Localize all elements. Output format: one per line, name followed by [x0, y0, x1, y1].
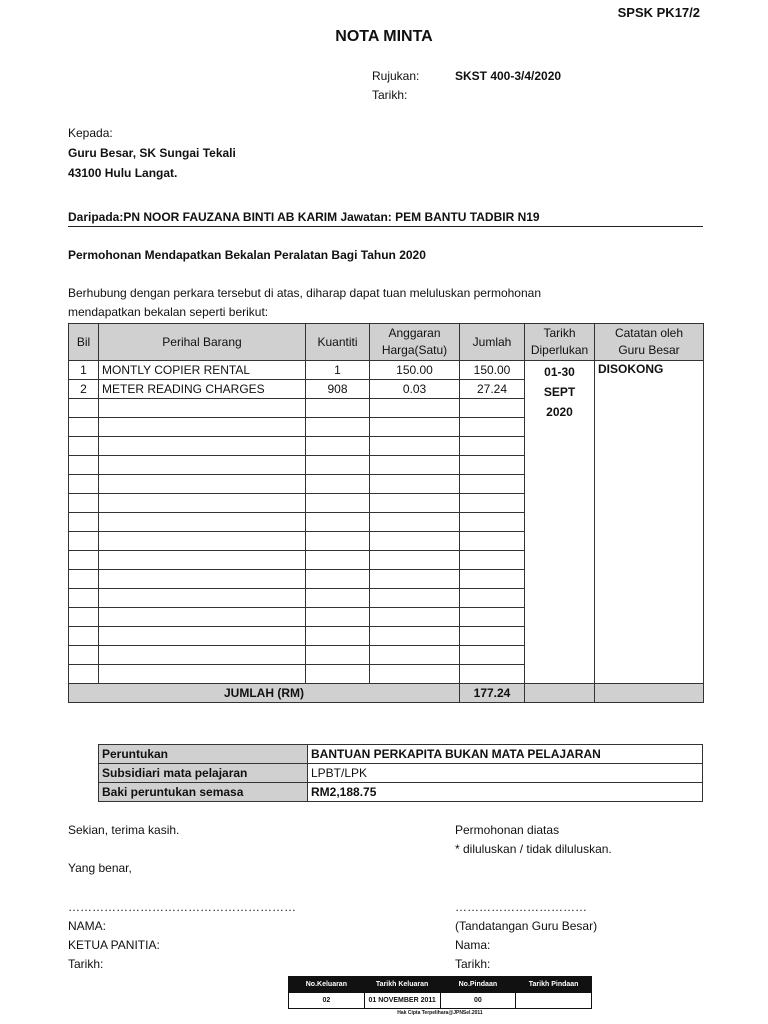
- thanks-line: Sekian, terima kasih.: [68, 823, 180, 837]
- header-anggaran: Anggaran Harga(Satu): [370, 324, 460, 361]
- ketua-panitia-label: KETUA PANITIA:: [68, 938, 160, 952]
- intro-line-1: Berhubung dengan perkara tersebut di atas, diharap dapat tuan meluluskan permohonan: [68, 286, 541, 300]
- signature-dots-left: …………………………………………………: [68, 900, 296, 914]
- recipient-line-1: Guru Besar, SK Sungai Tekali: [68, 146, 236, 160]
- baki-label: Baki peruntukan semasa: [99, 783, 308, 802]
- cell-perihal: METER READING CHARGES: [99, 380, 306, 399]
- control-value: 01 NOVEMBER 2011: [364, 993, 440, 1009]
- header-catatan: Catatan oleh Guru Besar: [595, 324, 704, 361]
- header-perihal: Perihal Barang: [99, 324, 306, 361]
- peruntukan-value: BANTUAN PERKAPITA BUKAN MATA PELAJARAN: [308, 745, 703, 764]
- approval-line-2: * diluluskan / tidak diluluskan.: [455, 842, 612, 856]
- allocation-table: [98, 744, 703, 802]
- total-value: 177.24: [460, 684, 525, 703]
- subsidiari-label: Subsidiari mata pelajaran: [99, 764, 308, 783]
- sender-line: Daripada:PN NOOR FAUZANA BINTI AB KARIM Jawatan: PEM BANTU TADBIR N19: [68, 210, 540, 224]
- header-bil: Bil: [69, 324, 99, 361]
- signature-label: (Tandatangan Guru Besar): [455, 919, 598, 933]
- tarikh-label: Tarikh:: [372, 88, 408, 102]
- cell-harga: 150.00: [370, 361, 460, 380]
- total-label: JUMLAH (RM): [69, 684, 460, 703]
- allocation-row: [99, 764, 703, 783]
- control-value: 00: [440, 993, 516, 1009]
- control-value-row: [289, 993, 592, 1009]
- peruntukan-label: Peruntukan: [99, 745, 308, 764]
- control-value: [516, 993, 592, 1009]
- control-header-row: [289, 977, 592, 993]
- cell-jumlah: 150.00: [460, 361, 525, 380]
- header-kuantiti: Kuantiti: [306, 324, 370, 361]
- closing-tarikh-label: Tarikh:: [68, 957, 104, 971]
- cell-perihal: MONTLY COPIER RENTAL: [99, 361, 306, 380]
- control-header: Tarikh Keluaran: [364, 977, 440, 993]
- nama-label: NAMA:: [68, 919, 107, 933]
- cell-catatan: DISOKONG: [595, 361, 704, 684]
- cell-kuantiti: 908: [306, 380, 370, 399]
- signature-dots-right: ……………………………: [455, 900, 587, 914]
- approval-nama-label: Nama:: [455, 938, 491, 952]
- cell-kuantiti: 1: [306, 361, 370, 380]
- table-row: [69, 361, 704, 380]
- rujukan-value: SKST 400-3/4/2020: [455, 69, 562, 83]
- form-code: SPSK PK17/2: [617, 5, 700, 20]
- document-control-table: [288, 976, 592, 1009]
- control-value: 02: [289, 993, 365, 1009]
- control-header: Tarikh Pindaan: [516, 977, 592, 993]
- cell-tarikh-diperlukan: 01-30 SEPT 2020: [525, 361, 595, 684]
- approval-line-1: Permohonan diatas: [455, 823, 560, 837]
- yang-benar: Yang benar,: [68, 861, 132, 875]
- rujukan-label: Rujukan:: [372, 69, 420, 83]
- header-jumlah: Jumlah: [460, 324, 525, 361]
- control-header: No.Keluaran: [289, 977, 365, 993]
- subsidiari-value: LPBT/LPK: [308, 764, 703, 783]
- items-table: [68, 323, 704, 703]
- cell-harga: 0.03: [370, 380, 460, 399]
- recipient-line-2: 43100 Hulu Langat.: [68, 166, 178, 180]
- intro-line-2: mendapatkan bekalan seperti berikut:: [68, 305, 269, 319]
- copyright-note: Hak Cipta Terpelihara@JPNSel.2011: [397, 1010, 483, 1016]
- cell-bil: 2: [69, 380, 99, 399]
- items-header-row: [69, 324, 704, 361]
- baki-value: RM2,188.75: [308, 783, 703, 802]
- header-tarikh: Tarikh Diperlukan: [525, 324, 595, 361]
- control-header: No.Pindaan: [440, 977, 516, 993]
- cell-bil: 1: [69, 361, 99, 380]
- total-row: [69, 684, 704, 703]
- page-title: NOTA MINTA: [335, 28, 433, 45]
- divider: [68, 226, 703, 227]
- cell-jumlah: 27.24: [460, 380, 525, 399]
- subject-line: Permohonan Mendapatkan Bekalan Peralatan Bagi Tahun 2020: [68, 248, 426, 262]
- allocation-row: [99, 783, 703, 802]
- approval-tarikh-label: Tarikh:: [455, 957, 491, 971]
- kepada-label: Kepada:: [68, 126, 113, 140]
- allocation-row: [99, 745, 703, 764]
